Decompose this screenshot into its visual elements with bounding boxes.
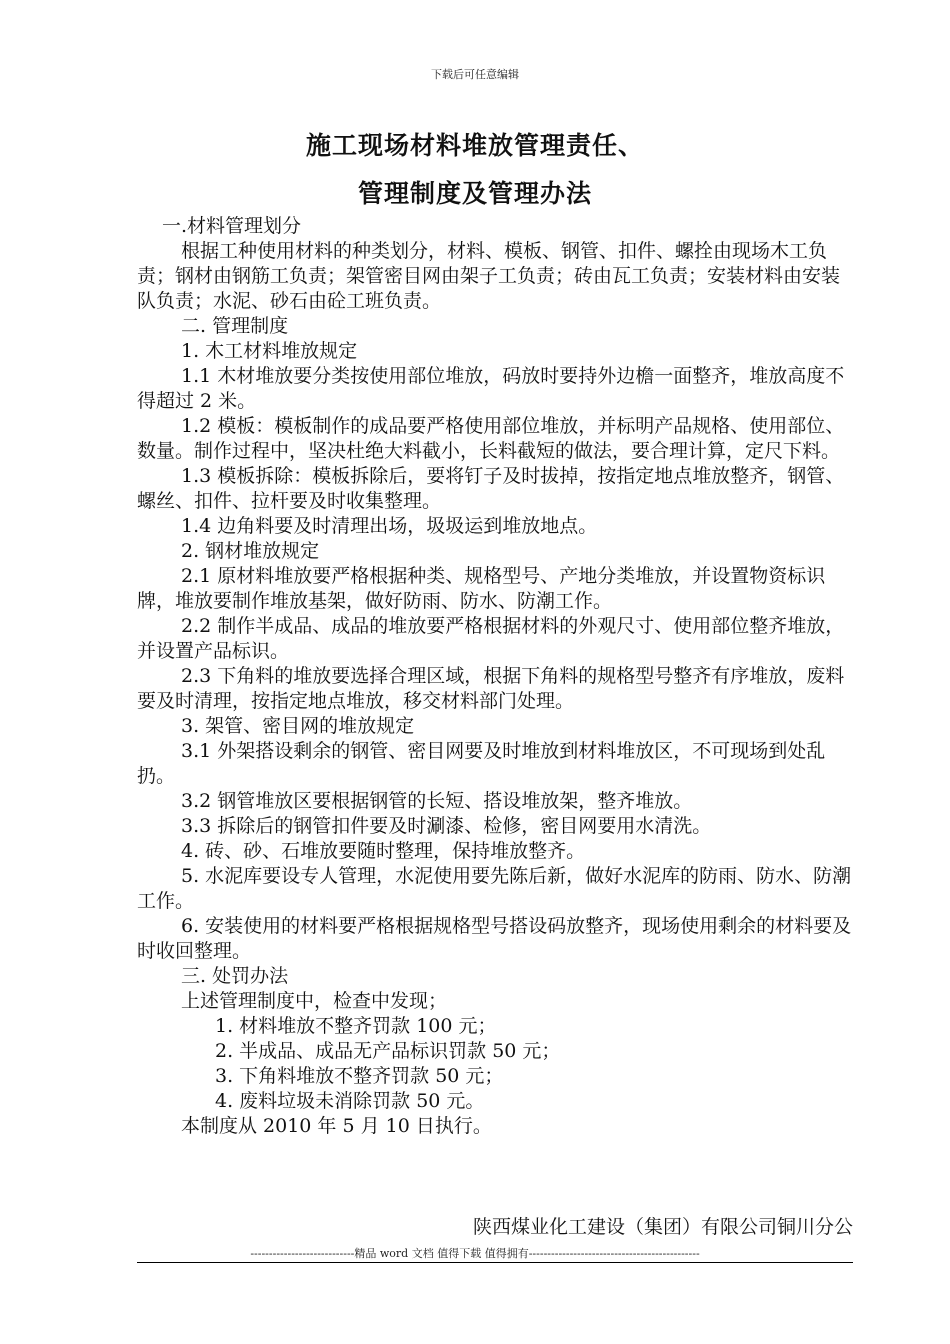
paragraph-4: 4. 砖、砂、石堆放要随时整理，保持堆放整齐。	[181, 840, 586, 862]
penalty-item-1: 1. 材料堆放不整齐罚款 100 元；	[215, 1015, 497, 1037]
effective-date: 本制度从 2010 年 5 月 10 日执行。	[181, 1115, 492, 1137]
penalty-item-3: 3. 下角料堆放不整齐罚款 50 元；	[215, 1065, 504, 1087]
paragraph-2-1: 2.1 原材料堆放要严格根据种类、规格型号、产地分类堆放，并设置物资标识牌，堆放要制作堆放基架，做好防雨、防水、防潮工作。	[137, 565, 826, 612]
document-title-line-1: 施工现场材料堆放管理责任、	[305, 131, 644, 160]
paragraph-5: 5. 水泥库要设专人管理，水泥使用要先陈后新，做好水泥库的防雨、防水、防潮工作。	[137, 865, 852, 912]
section-heading-management-system: 二. 管理制度	[181, 315, 289, 337]
section-heading-penalties: 三. 处罚办法	[181, 965, 289, 987]
paragraph-1-3: 1.3 模板拆除：模板拆除后，要将钉子及时拔掉，按指定地点堆放整齐，钢管、螺丝、扣件、拉杆要及时收集整理。	[137, 465, 845, 512]
subheading-scaffold-net: 3. 架管、密目网的堆放规定	[181, 715, 415, 737]
page-header-note: 下载后可任意编辑	[431, 68, 519, 81]
paragraph-2-3: 2.3 下角料的堆放要选择合理区域，根据下角料的规格型号整齐有序堆放，废料要及时清理，按指定地点堆放，移交材料部门处理。	[137, 665, 845, 712]
footer-divider	[137, 1262, 853, 1263]
penalties-intro: 上述管理制度中，检查中发现；	[181, 990, 448, 1012]
page-footer-note: ----------------------------精品 word 文档 值得下载 值得拥有----------------------------------------------	[250, 1247, 700, 1260]
section-heading-material-division: 一.材料管理划分	[162, 215, 302, 237]
paragraph-3-3: 3.3 拆除后的钢管扣件要及时涮漆、检修，密目网要用水清洗。	[181, 815, 712, 837]
paragraph-1-4: 1.4 边角料要及时清理出场，圾圾运到堆放地点。	[181, 515, 598, 537]
paragraph-material-division: 根据工种使用材料的种类划分，材料、模板、钢管、扣件、螺拴由现场木工负责；钢材由钢筋工负责；架管密目网由架子工负责；砖由瓦工负责；安装材料由安装队负责；水泥、砂石由砼工班负责。	[137, 240, 841, 312]
document-body	[137, 214, 853, 1139]
penalty-item-4: 4. 废料垃圾未消除罚款 50 元。	[215, 1090, 485, 1112]
subheading-steel-materials: 2. 钢材堆放规定	[181, 540, 320, 562]
subheading-wood-materials: 1. 木工材料堆放规定	[181, 340, 358, 362]
penalty-item-2: 2. 半成品、成品无产品标识罚款 50 元；	[215, 1040, 561, 1062]
paragraph-3-1: 3.1 外架搭设剩余的钢管、密目网要及时堆放到材料堆放区，不可现场到处乱扔。	[137, 740, 826, 787]
paragraph-6: 6. 安装使用的材料要严格根据规格型号搭设码放整齐，现场使用剩余的材料要及时收回整理。	[137, 915, 852, 962]
document-title-line-2: 管理制度及管理办法	[357, 179, 592, 208]
paragraph-2-2: 2.2 制作半成品、成品的堆放要严格根据材料的外观尺寸、使用部位整齐堆放，并设置产品标识。	[137, 615, 845, 662]
paragraph-1-2: 1.2 模板：模板制作的成品要严格使用部位堆放，并标明产品规格、使用部位、数量。制作过程中，坚决杜绝大料截小，长料截短的做法，要合理计算，定尺下料。	[137, 415, 845, 462]
paragraph-3-2: 3.2 钢管堆放区要根据钢管的长短、搭设堆放架，整齐堆放。	[181, 790, 693, 812]
company-signature: 陕西煤业化工建设（集团）有限公司铜川分公	[472, 1216, 853, 1238]
paragraph-1-1: 1.1 木材堆放要分类按使用部位堆放，码放时要持外边檐一面整齐，堆放高度不得超过 2 米。	[137, 365, 845, 412]
